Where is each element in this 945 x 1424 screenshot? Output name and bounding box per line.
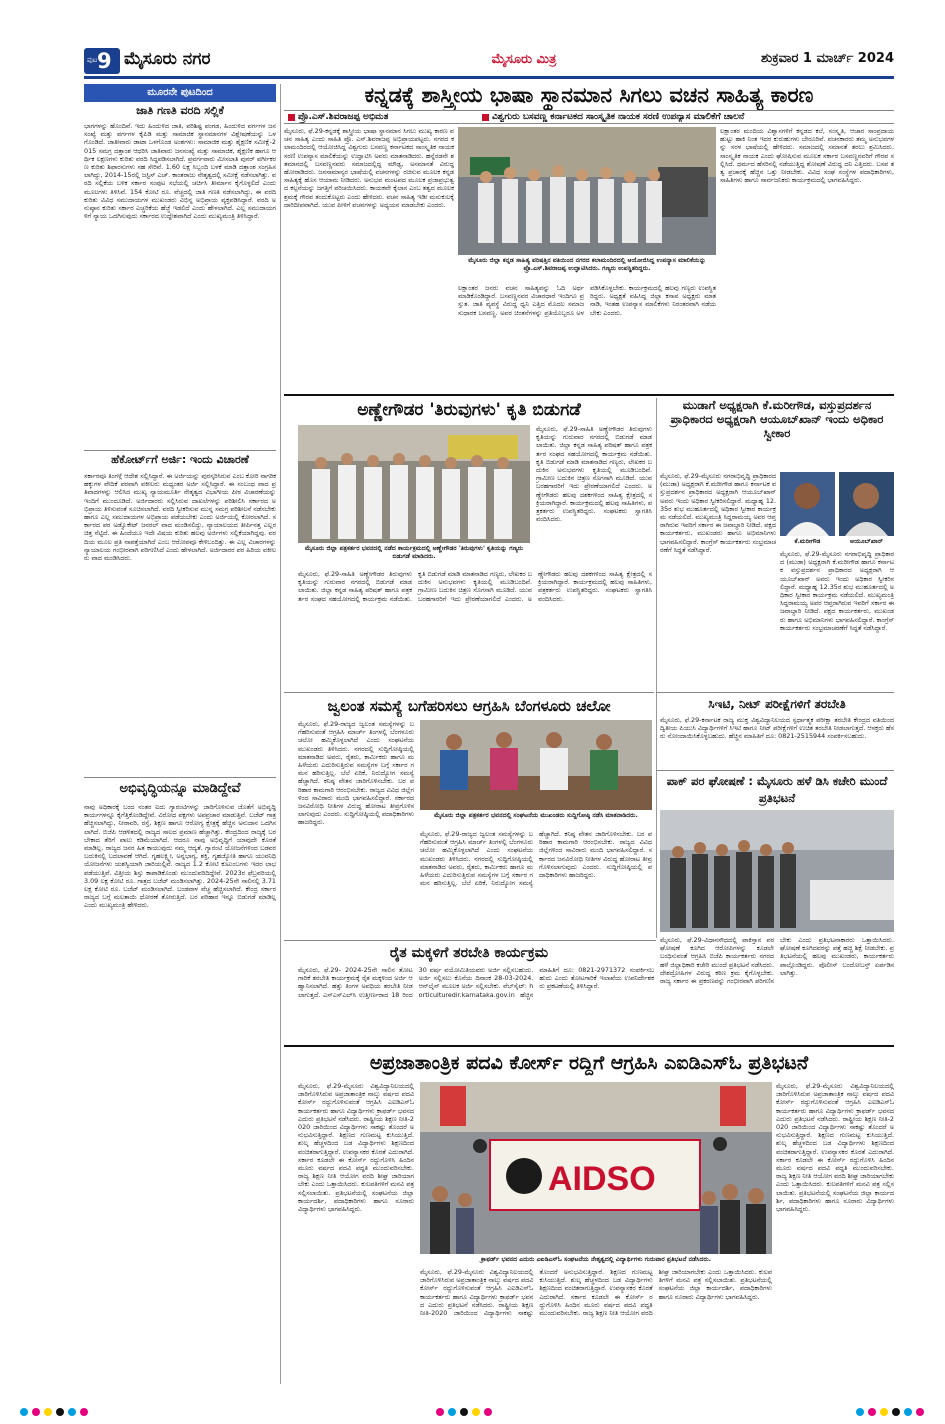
portrait-ayubkhan [839, 472, 894, 536]
muda-headline: ಮುಡಾಗೆ ಅಧ್ಯಕ್ಷರಾಗಿ ಕೆ.ಮರೀಗೌಡ, ವಸ್ತುಪ್ರದರ್ಶನ ಪ್ರಾಧಿಕಾರದ ಅಧ್ಯಕ್ಷರಾಗಿ ಆಯೂಬ್‌ಖಾನ್ ಇಂದು ಅಧಿಕಾರ ಸ್ವೀಕಾರ [670, 398, 884, 440]
burning-issue-caption: ಮೈಸೂರು ಜಿಲ್ಲಾ ಪತ್ರಕರ್ತರ ಭವನದಲ್ಲಿ ಸಂಘಟನೆಯ ಮುಖಂಡರು ಸುದ್ದಿಗೋಷ್ಠಿ ನಡೆಸಿ ಮಾತನಾಡಿದರು. [434, 812, 638, 819]
divider [284, 394, 894, 396]
portrait-ayubkhan-name: ಆಯೂಬ್‌ಖಾನ್ [849, 538, 884, 545]
cet-body: ಮೈಸೂರು, ಫೆ.29-ಕರ್ನಾಟಕ ರಾಜ್ಯ ಮುಕ್ತ ವಿಶ್ವವಿದ್ಯಾನಿಲಯದ ಸ್ಪರ್ಧಾತ್ಮಕ ಪರೀಕ್ಷಾ ತರಬೇತಿ ಕೇಂದ್ರದ ವತಿಯಿಂದ ದ್ವಿತೀಯ ಪಿಯುಸಿ ವಿದ್ಯಾರ್ಥಿಗಳಿಗೆ ಸಿಇಟಿ ಹಾಗೂ ನೀಟ್ ಪರೀಕ್ಷೆಗಳಿಗೆ ಉಚಿತ ತರಬೇತಿ ನೀಡಲಾಗುತ್ತದೆ. ಆಸಕ್ತರು ಹೆಸರು ನೋಂದಾಯಿಸಿಕೊಳ್ಳಬಹುದು. ಹೆಚ್ಚಿನ ಮಾಹಿತಿಗೆ ದೂ: 0821-2515944 ಸಂಪರ್ಕಿಸಬಹುದು. [660, 716, 894, 741]
muda-body: ಮೈಸೂರು, ಫೆ.29-ಮೈಸೂರು ನಗರಾಭಿವೃದ್ಧಿ ಪ್ರಾಧಿಕಾರದ (ಮುಡಾ) ಅಧ್ಯಕ್ಷರಾಗಿ ಕೆ.ಮರೀಗೌಡ ಹಾಗೂ ಕರ್ನಾಟಕ ವಸ್ತುಪ್ರದರ್ಶನ ಪ್ರಾಧಿಕಾರದ ಅಧ್ಯಕ್ಷರಾಗಿ ಆಯೂಬ್‌ಖಾನ್ ಅವರು ಇಂದು ಅಧಿಕಾರ ಸ್ವೀಕರಿಸಲಿದ್ದಾರೆ. ಮಧ್ಯಾಹ್ನ 12.35ರ ಶುಭ ಮುಹೂರ್ತದಲ್ಲಿ ಅಧಿಕಾರ ಸ್ವೀಕಾರ ಕಾರ್ಯಕ್ರಮ ನಡೆಯಲಿದೆ. ಮುಖ್ಯಮಂತ್ರಿ ಸಿದ್ದರಾಮಯ್ಯ ಅವರ ಆಪ್ತರಾಗಿರುವ ಇವರಿಗೆ ಸರ್ಕಾರ ಈ ಜವಾಬ್ದಾರಿ ನೀಡಿದೆ. ಪಕ್ಷದ ಕಾರ್ಯಕರ್ತರು, ಮುಖಂಡರು ಹಾಗೂ ಅಭಿಮಾನಿಗಳು ಭಾಗವಹಿಸಲಿದ್ದಾರೆ. ಕಾಂಗ್ರೆಸ್ ಕಾರ್ಯಕರ್ತರು ಸಂಭ್ರಮಾಚರಣೆಗೆ ಸಿದ್ಧತೆ ನಡೆಸಿದ್ದಾರೆ. [660, 472, 776, 554]
book-release-image [298, 425, 530, 543]
farmer-training-headline: ರೈತ ಮಕ್ಕಳಿಗೆ ತರಬೇತಿ ಕಾರ್ಯಕ್ರಮ [389, 945, 549, 961]
portrait-marigowda [780, 472, 835, 536]
burning-issue-photo [420, 720, 652, 810]
burning-issue-headline: ಜ್ವಲಂತ ಸಮಸ್ಯೆ ಬಗೆಹರಿಸಲು ಆಗ್ರಹಿಸಿ ಬೆಂಗಳೂರು ಚಲೋ [327, 697, 611, 715]
masthead-rule [84, 76, 894, 79]
aidso-body-mid: ಮೈಸೂರು, ಫೆ.29-ಮೈಸೂರು ವಿಶ್ವವಿದ್ಯಾನಿಲಯದಲ್ಲಿ ಜಾರಿಗೊಳಿಸಿರುವ ಅಪ್ರಜಾತಾಂತ್ರಿಕ ನಾಲ್ಕು ವರ್ಷದ ಪದವಿ ಕೋರ್ಸ್ ರದ್ದುಗೊಳಿಸುವಂತೆ ಆಗ್ರಹಿಸಿ ಎಐಡಿಎಸ್‌ಓ ಕಾರ್ಯಕರ್ತರು ಹಾಗೂ ವಿದ್ಯಾರ್ಥಿಗಳು ಕ್ರಾಫರ್ಡ್ ಭವನದ ಎದುರು ಪ್ರತಿಭಟನೆ ನಡೆಸಿದರು. ರಾಷ್ಟ್ರೀಯ ಶಿಕ್ಷಣ ನೀತಿ-2020 ಜಾರಿಯಿಂದ ವಿದ್ಯಾರ್ಥಿಗಳು ಸಾಕಷ್ಟು ತೊಂದರೆ ಅನುಭವಿಸುತ್ತಿದ್ದಾರೆ. ಶಿಕ್ಷಣದ ಗುಣಮಟ್ಟ ಕುಸಿಯುತ್ತಿದೆ. ಶುಲ್ಕ ಹೆಚ್ಚಳದಿಂದ ಬಡ ವಿದ್ಯಾರ್ಥಿಗಳು ಶಿಕ್ಷಣದಿಂದ ವಂಚಿತರಾಗುತ್ತಿದ್ದಾರೆ. ಉಪನ್ಯಾಸಕರ ಕೊರತೆ ಎದುರಾಗಿದೆ. ಸರ್ಕಾರ ಕೂಡಲೇ ಈ ಕೋರ್ಸ್ ರದ್ದುಗೊಳಿಸಿ ಹಿಂದಿನ ಮೂರು ವರ್ಷದ ಪದವಿ ಪದ್ಧತಿ ಮುಂದುವರಿಸಬೇಕು. ರಾಜ್ಯ ಶಿಕ್ಷಣ ನೀತಿ ಆಯೋಗ ವರದಿ ಶೀಘ್ರ ಜಾರಿಯಾಗಬೇಕು ಎಂದು ಒತ್ತಾಯಿಸಿದರು. ಕುಲಪತಿಗಳಿಗೆ ಮನವಿ ಪತ್ರ ಸಲ್ಲಿಸಲಾಯಿತು. ಪ್ರತಿಭಟನೆಯಲ್ಲಿ ಸಂಘಟನೆಯ ಜಿಲ್ಲಾ ಕಾರ್ಯದರ್ಶಿ, ಪದಾಧಿಕಾರಿಗಳು ಹಾಗೂ ನೂರಾರು ವಿದ್ಯಾರ್ಥಿಗಳು ಭಾಗವಹಿಸಿದ್ದರು. [420, 1268, 772, 1318]
pak-headline: ಪಾಕ್ ಪರ ಘೋಷಣೆ : ಮೈಸೂರು ಹಳೆ ಡಿಸಿ ಕಚೇರಿ ಮುಂದೆ ಪ್ರತಿಭಟನೆ [666, 774, 888, 805]
pak-protest-body: ಮೈಸೂರು, ಫೆ.29-ವಿಧಾನಸೌಧದಲ್ಲಿ ಪಾಕಿಸ್ತಾನ ಪರ ಘೋಷಣೆ ಕೂಗಿದ ಆರೋಪಿಗಳನ್ನು ಕೂಡಲೇ ಬಂಧಿಸುವಂತೆ ಆಗ್ರಹಿಸಿ ಬಿಜೆಪಿ ಕಾರ್ಯಕರ್ತರು ನಗರದ ಹಳೆ ಜಿಲ್ಲಾಧಿಕಾರಿ ಕಚೇರಿ ಮುಂದೆ ಪ್ರತಿಭಟನೆ ನಡೆಸಿದರು. ದೇಶದ್ರೋಹಿಗಳ ವಿರುದ್ಧ ಕಠಿಣ ಕ್ರಮ ಕೈಗೊಳ್ಳಬೇಕು. ರಾಜ್ಯ ಸರ್ಕಾರ ಈ ಪ್ರಕರಣವನ್ನು ಗಂಭೀರವಾಗಿ ಪರಿಗಣಿಸಬೇಕು ಎಂದು ಪ್ರತಿಭಟನಾಕಾರರು ಒತ್ತಾಯಿಸಿದರು. ಘೋಷಣೆ ಕೂಗಿದವರನ್ನು ಪತ್ತೆ ಹಚ್ಚಿ ಶಿಕ್ಷೆ ನೀಡಬೇಕು. ಪ್ರತಿಭಟನೆಯಲ್ಲಿ ಹಲವು ಮುಖಂಡರು, ಕಾರ್ಯಕರ್ತರು ಪಾಲ್ಗೊಂಡಿದ್ದರು. ಪೊಲೀಸ್ ಬಂದೋಬಸ್ತ್ ಏರ್ಪಡಿಸಲಾಗಿತ್ತು. [660, 936, 894, 986]
lead-headline: ಕನ್ನಡಕ್ಕೆ ಶಾಸ್ತ್ರೀಯ ಭಾಷಾ ಸ್ಥಾನಮಾನ ಸಿಗಲು ವಚನ ಸಾಹಿತ್ಯ ಕಾರಣ [364, 83, 814, 107]
kicker-bullet-icon [482, 114, 489, 121]
lead-photo-caption: ಮೈಸೂರು ಜಿಲ್ಲಾ ಕನ್ನಡ ಸಾಹಿತ್ಯ ಪರಿಷತ್ತಿನ ವತಿಯಿಂದ ನಗರದ ಕಲಾಮಂದಿರದಲ್ಲಿ ಆಯೋಜಿಸಿದ್ದ ಉಪನ್ಯಾಸ ಮಾಲಿಕೆಯನ್ನು ಪ್ರೊ.ಎಸ್.ಶಿವರಾಜಪ್ಪ ಉದ್ಘಾಟಿಸಿದರು. ಗಣ್ಯರು ಉಪಸ್ಥಿತರಿದ್ದರು. [468, 257, 706, 272]
pak-protest-photo [660, 810, 894, 932]
divider [284, 940, 656, 941]
issue-date: ಶುಕ್ರವಾರ 1 ಮಾರ್ಚ್ 2024 [760, 51, 894, 66]
burning-issue-body-left: ಮೈಸೂರು, ಫೆ.29-ರಾಜ್ಯದ ಜ್ವಲಂತ ಸಮಸ್ಯೆಗಳನ್ನು ಬಗೆಹರಿಸುವಂತೆ ಆಗ್ರಹಿಸಿ ಮಾರ್ಚ್ ತಿಂಗಳಲ್ಲಿ ಬೆಂಗಳೂರು ಚಲೋ ಹಮ್ಮಿಕೊಳ್ಳಲಾಗಿದೆ ಎಂದು ಸಂಘಟನೆಯ ಮುಖಂಡರು ತಿಳಿಸಿದರು. ನಗರದಲ್ಲಿ ಸುದ್ದಿಗೋಷ್ಠಿಯಲ್ಲಿ ಮಾತನಾಡಿದ ಅವರು, ರೈತರು, ಕಾರ್ಮಿಕರು ಹಾಗೂ ಮಹಿಳೆಯರು ಎದುರಿಸುತ್ತಿರುವ ಸಮಸ್ಯೆಗಳ ಬಗ್ಗೆ ಸರ್ಕಾರ ಗಮನ ಹರಿಸುತ್ತಿಲ್ಲ. ಬೆಲೆ ಏರಿಕೆ, ನಿರುದ್ಯೋಗ ಸಮಸ್ಯೆ ಹೆಚ್ಚಾಗಿದೆ. ಕನಿಷ್ಠ ವೇತನ ಜಾರಿಗೊಳಿಸಬೇಕು. ಬರ ಪರಿಹಾರ ಕಾಮಗಾರಿ ಆರಂಭಿಸಬೇಕು. ರಾಜ್ಯದ ವಿವಿಧ ಜಿಲ್ಲೆಗಳಿಂದ ಸಾವಿರಾರು ಮಂದಿ ಭಾಗವಹಿಸಲಿದ್ದಾರೆ. ಸರ್ಕಾರದ ಜನವಿರೋಧಿ ನೀತಿಗಳ ವಿರುದ್ಧ ಹೋರಾಟ ತೀವ್ರಗೊಳಿಸಲಾಗುವುದು ಎಂದರು. ಸುದ್ದಿಗೋಷ್ಠಿಯಲ್ಲಿ ಪದಾಧಿಕಾರಿಗಳು ಹಾಜರಿದ್ದರು. [298, 720, 414, 827]
lead-kicker-right: ವಿಶ್ವಗುರು ಬಸವಣ್ಣ ಕರ್ನಾಟಕದ ಸಾಂಸ್ಕೃತಿಕ ನಾಯಕ ಸರಣಿ ಉಪನ್ಯಾಸ ಮಾಲಿಕೆಗೆ ಚಾಲನೆ [492, 112, 745, 122]
masthead [84, 46, 894, 76]
lead-body-mid: ಲಕ್ಷಾಂತರ ಜನರು ವಚನ ಸಾಹಿತ್ಯವನ್ನು ಓದಿ ಅರ್ಥ ಮಾಡಿಕೊಂಡಿದ್ದಾರೆ. ಬಸವಣ್ಣನವರ ವಿಚಾರಧಾರೆ ಇಂದಿಗೂ ಪ್ರಸ್ತುತ. ಜಾತಿ ವ್ಯವಸ್ಥೆ ವಿರುದ್ಧ ಧ್ವನಿ ಎತ್ತಿದ ಮೊದಲ ಸಮಾಜ ಸುಧಾರಕ ಬಸವಣ್ಣ. ಅವರ ಚಿಂತನೆಗಳನ್ನು ಪ್ರತಿಯೊಬ್ಬರೂ ಅಳವಡಿಸಿಕೊಳ್ಳಬೇಕು. ಕಾರ್ಯಕ್ರಮದಲ್ಲಿ ಹಲವು ಗಣ್ಯರು ಉಪಸ್ಥಿತರಿದ್ದರು. ಅಧ್ಯಕ್ಷತೆ ವಹಿಸಿದ್ದ ಜಿಲ್ಲಾ ಕಸಾಪ ಅಧ್ಯಕ್ಷರು ಮಾತನಾಡಿ, ಇಂತಹ ಉಪನ್ಯಾಸ ಮಾಲಿಕೆಗಳು ನಿರಂತರವಾಗಿ ನಡೆಯಬೇಕು ಎಂದರು. [458, 284, 716, 317]
aidso-protest-image [420, 1082, 772, 1254]
column-rule [280, 84, 281, 1384]
aidso-headline: ಅಪ್ರಜಾತಾಂತ್ರಿಕ ಪದವಿ ಕೋರ್ಸ್ ರದ್ದಿಗೆ ಆಗ್ರಹಿಸಿ ಎಐಡಿಎಸ್‌ಓ ಪ್ರತಿಭಟನೆ [369, 1052, 809, 1074]
continued-banner: ಮೂರನೇ ಪುಟದಿಂದ [84, 84, 276, 102]
lead-body-right: ಲಕ್ಷಾಂತರ ಮಂದಿಯ ವಿಶ್ವಾಸಗಳಿಗೆ ಕನ್ನಡದ ಕಲೆ, ಸಂಸ್ಕೃತಿ, ಆಚಾರ ಸಾಂಪ್ರದಾಯ ಹುಟ್ಟು ಹಾಕಿ ನಿಂತ ಇದರ ಕುರುಹುಗಳು ಬೇರೂರಿವೆ. ವಚನಕಾರರು ತಮ್ಮ ಅನುಭವಗಳನ್ನು ಸರಳ ಭಾಷೆಯಲ್ಲಿ ಹೇಳಿದರು. ಸಮಾಜದಲ್ಲಿ ಸಮಾನತೆ ತರಲು ಶ್ರಮಿಸಿದರು. ಸಾಂಸ್ಕೃತಿಕ ನಾಯಕ ಎಂದು ಘೋಷಿಸುವ ಮೂಲಕ ಸರ್ಕಾರ ಬಸವಣ್ಣನವರಿಗೆ ಗೌರವ ಸಲ್ಲಿಸಿದೆ. ಧರ್ಮದ ಹೆಸರಿನಲ್ಲಿ ನಡೆಯುತ್ತಿದ್ದ ಶೋಷಣೆ ವಿರುದ್ಧ ದನಿ ಎತ್ತಿದರು. ಬಸವ ತತ್ವ ಪ್ರಚಾರಕ್ಕೆ ಹೆಚ್ಚಿನ ಒತ್ತು ನೀಡಬೇಕು. ವಿವಿಧ ಸಂಘ ಸಂಸ್ಥೆಗಳ ಪದಾಧಿಕಾರಿಗಳು, ಸಾಹಿತಿಗಳು ಹಾಗೂ ಸಾರ್ವಜನಿಕರು ಕಾರ್ಯಕ್ರಮದಲ್ಲಿ ಭಾಗವಹಿಸಿದ್ದರು. [720, 127, 894, 185]
development-body: ನಾವು ಅಧಿಕಾರಕ್ಕೆ ಬಂದ ನಂತರ ಐದು ಗ್ಯಾರಂಟಿಗಳನ್ನು ಜಾರಿಗೊಳಿಸುವ ಜೊತೆಗೆ ಅಭಿವೃದ್ಧಿ ಕಾರ್ಯಗಳನ್ನೂ ಕೈಗೆತ್ತಿಕೊಂಡಿದ್ದೇವೆ. ವಿರೋಧ ಪಕ್ಷಗಳು ಅಪಪ್ರಚಾರ ಮಾಡುತ್ತಿವೆ. ಬಜೆಟ್ ಗಾತ್ರ ಹೆಚ್ಚಿಸಲಾಗಿದ್ದು, ನೀರಾವರಿ, ರಸ್ತೆ, ಶಿಕ್ಷಣ ಹಾಗೂ ಆರೋಗ್ಯ ಕ್ಷೇತ್ರಕ್ಕೆ ಹೆಚ್ಚಿನ ಅನುದಾನ ಒದಗಿಸಲಾಗಿದೆ. ಬಿಜೆಪಿ ಆಡಳಿತದಲ್ಲಿ ರಾಜ್ಯದ ಸಾಲದ ಪ್ರಮಾಣ ಹೆಚ್ಚಾಗಿತ್ತು. ಕೇಂದ್ರದಿಂದ ರಾಜ್ಯಕ್ಕೆ ಬರಬೇಕಾದ ತೆರಿಗೆ ಪಾಲು ಕಡಿಮೆಯಾಗಿದೆ. ಆದರೂ ನಾವು ಅಭಿವೃದ್ಧಿಗೆ ಯಾವುದೇ ಕೊರತೆ ಮಾಡಿಲ್ಲ. ರಾಜ್ಯದ ಜನರ ಹಿತ ಕಾಯುವುದು ನಮ್ಮ ಆದ್ಯತೆ. ಗ್ಯಾರಂಟಿ ಯೋಜನೆಗಳಿಂದ ಬಡವರ ಬದುಕಿನಲ್ಲಿ ಬದಲಾವಣೆ ಆಗಿದೆ. ಗೃಹಲಕ್ಷ್ಮೀ, ಅನ್ನಭಾಗ್ಯ, ಶಕ್ತಿ, ಗೃಹಜ್ಯೋತಿ ಹಾಗೂ ಯುವನಿಧಿ ಯೋಜನೆಗಳು ಯಶಸ್ವಿಯಾಗಿ ಜಾರಿಯಲ್ಲಿವೆ. ರಾಜ್ಯದ 1.2 ಕೋಟಿ ಕುಟುಂಬಗಳು ಇದರ ಲಾಭ ಪಡೆಯುತ್ತಿವೆ. ವಿತ್ತೀಯ ಶಿಸ್ತು ಕಾಪಾಡಿಕೊಂಡು ಮುಂದುವರಿದಿದ್ದೇವೆ. 2023ರ ಫೆಬ್ರವರಿಯಲ್ಲಿ 3.09 ಲಕ್ಷ ಕೋಟಿ ರೂ. ಗಾತ್ರದ ಬಜೆಟ್ ಮಂಡಿಸಲಾಗಿತ್ತು. 2024-25ನೇ ಸಾಲಿನಲ್ಲಿ 3.71 ಲಕ್ಷ ಕೋಟಿ ರೂ. ಬಜೆಟ್ ಮಂಡಿಸಲಾಗಿದೆ. ಬಂಡವಾಳ ವೆಚ್ಚ ಹೆಚ್ಚಿಸಲಾಗಿದೆ. ಕೇಂದ್ರ ಸರ್ಕಾರ ರಾಜ್ಯದ ಬಗ್ಗೆ ಮಲತಾಯಿ ಧೋರಣೆ ತೋರುತ್ತಿದೆ. ಬರ ಪರಿಹಾರ ಇನ್ನೂ ಬಿಡುಗಡೆ ಮಾಡಿಲ್ಲ ಎಂದು ಮುಖ್ಯಮಂತ್ರಿ ಹೇಳಿದರು. [84, 803, 276, 910]
burning-issue-image [420, 720, 652, 810]
book-release-headline: ಅಣ್ಣೇಗೌಡರ 'ತಿರುವುಗಳು' ಕೃತಿ ಬಿಡುಗಡೆ [357, 400, 581, 420]
portrait-marigowda-image [780, 472, 835, 536]
aidso-photo-caption: ಕ್ರಾಫರ್ಡ್ ಭವನದ ಎದುರು ಎಐಡಿಎಸ್‌ಓ ಸಂಘಟನೆಯ ನೇತೃತ್ವದಲ್ಲಿ ವಿದ್ಯಾರ್ಥಿಗಳು ಗುರುವಾರ ಪ್ರತಿಭಟನೆ ನಡೆಸಿದರು. [480, 1256, 712, 1263]
cet-headline: ಸಿಇಟಿ, ನೀಟ್ ಪರೀಕ್ಷೆಗಳಿಗೆ ತರಬೇತಿ [708, 697, 846, 711]
column-rule [656, 398, 657, 938]
aidso-protest-photo [420, 1082, 772, 1254]
aidso-body-right: ಮೈಸೂರು, ಫೆ.29-ಮೈಸೂರು ವಿಶ್ವವಿದ್ಯಾನಿಲಯದಲ್ಲಿ ಜಾರಿಗೊಳಿಸಿರುವ ಅಪ್ರಜಾತಾಂತ್ರಿಕ ನಾಲ್ಕು ವರ್ಷದ ಪದವಿ ಕೋರ್ಸ್ ರದ್ದುಗೊಳಿಸುವಂತೆ ಆಗ್ರಹಿಸಿ ಎಐಡಿಎಸ್‌ಓ ಕಾರ್ಯಕರ್ತರು ಹಾಗೂ ವಿದ್ಯಾರ್ಥಿಗಳು ಕ್ರಾಫರ್ಡ್ ಭವನದ ಎದುರು ಪ್ರತಿಭಟನೆ ನಡೆಸಿದರು. ರಾಷ್ಟ್ರೀಯ ಶಿಕ್ಷಣ ನೀತಿ-2020 ಜಾರಿಯಿಂದ ವಿದ್ಯಾರ್ಥಿಗಳು ಸಾಕಷ್ಟು ತೊಂದರೆ ಅನುಭವಿಸುತ್ತಿದ್ದಾರೆ. ಶಿಕ್ಷಣದ ಗುಣಮಟ್ಟ ಕುಸಿಯುತ್ತಿದೆ. ಶುಲ್ಕ ಹೆಚ್ಚಳದಿಂದ ಬಡ ವಿದ್ಯಾರ್ಥಿಗಳು ಶಿಕ್ಷಣದಿಂದ ವಂಚಿತರಾಗುತ್ತಿದ್ದಾರೆ. ಉಪನ್ಯಾಸಕರ ಕೊರತೆ ಎದುರಾಗಿದೆ. ಸರ್ಕಾರ ಕೂಡಲೇ ಈ ಕೋರ್ಸ್ ರದ್ದುಗೊಳಿಸಿ ಹಿಂದಿನ ಮೂರು ವರ್ಷದ ಪದವಿ ಪದ್ಧತಿ ಮುಂದುವರಿಸಬೇಕು. ರಾಜ್ಯ ಶಿಕ್ಷಣ ನೀತಿ ಆಯೋಗ ವರದಿ ಶೀಘ್ರ ಜಾರಿಯಾಗಬೇಕು ಎಂದು ಒತ್ತಾಯಿಸಿದರು. ಕುಲಪತಿಗಳಿಗೆ ಮನವಿ ಪತ್ರ ಸಲ್ಲಿಸಲಾಯಿತು. ಪ್ರತಿಭಟನೆಯಲ್ಲಿ ಸಂಘಟನೆಯ ಜಿಲ್ಲಾ ಕಾರ್ಯದರ್ಶಿ, ಪದಾಧಿಕಾರಿಗಳು ಹಾಗೂ ನೂರಾರು ವಿದ್ಯಾರ್ಥಿಗಳು ಭಾಗವಹಿಸಿದ್ದರು. [776, 1082, 894, 1214]
divider [284, 692, 654, 693]
lead-body-left: ಮೈಸೂರು, ಫೆ.29-ಕನ್ನಡಕ್ಕೆ ಶಾಸ್ತ್ರೀಯ ಭಾಷಾ ಸ್ಥಾನಮಾನ ಸಿಗಲು ಮುಖ್ಯ ಕಾರಣ ವಚನ ಸಾಹಿತ್ಯ ಎಂದು ಸಾಹಿತಿ ಪ್ರೊ. ಎಸ್.ಶಿವರಾಜಪ್ಪ ಅಭಿಪ್ರಾಯಪಟ್ಟರು. ನಗರದ ಕಲಾಮಂದಿರದಲ್ಲಿ ಆಯೋಜಿಸಿದ್ದ ವಿಶ್ವಗುರು ಬಸವಣ್ಣ ಕರ್ನಾಟಕದ ಸಾಂಸ್ಕೃತಿಕ ನಾಯಕ ಸರಣಿ ಉಪನ್ಯಾಸ ಮಾಲಿಕೆಯನ್ನು ಉದ್ಘಾಟಿಸಿ ಅವರು ಮಾತನಾಡಿದರು. ಹನ್ನೆರಡನೇ ಶತಮಾನದಲ್ಲಿ ಬಸವಣ್ಣನವರು ಸಮಾಜದಲ್ಲಿದ್ದ ಮೌಢ್ಯ, ಅಸಮಾನತೆ ವಿರುದ್ಧ ಹೋರಾಡಿದರು. ಜನಸಾಮಾನ್ಯರ ಭಾಷೆಯಲ್ಲಿ ವಚನಗಳನ್ನು ರಚಿಸುವ ಮೂಲಕ ಕನ್ನಡ ಸಾಹಿತ್ಯಕ್ಕೆ ಹೊಸ ಆಯಾಮ ನೀಡಿದರು. ಅನುಭವ ಮಂಟಪದ ಮೂಲಕ ಪ್ರಜಾಪ್ರಭುತ್ವದ ಕಲ್ಪನೆಯನ್ನು ಜಗತ್ತಿಗೆ ಪರಿಚಯಿಸಿದರು. ಕಾಯಕವೇ ಕೈಲಾಸ ಎಂಬ ತತ್ವದ ಮೂಲಕ ಶ್ರಮಕ್ಕೆ ಗೌರವ ತಂದುಕೊಟ್ಟರು ಎಂದು ಹೇಳಿದರು. ವಚನ ಸಾಹಿತ್ಯ ಇಡೀ ಮನುಕುಲಕ್ಕೆ ದಾರಿದೀಪವಾಗಿದೆ. ಯುವ ಪೀಳಿಗೆ ವಚನಗಳನ್ನು ಅಧ್ಯಯನ ಮಾಡಬೇಕು ಎಂದರು. [284, 127, 454, 209]
divider [284, 1045, 894, 1047]
divider [656, 692, 894, 693]
portrait-marigowda-name: ಕೆ.ಮರೀಗೌಡ [794, 538, 821, 545]
caste-census-body: ಭಾಗಗಳನ್ನು ಹೊಂದಿವೆ. ಇದು ಹಿಂದುಳಿದ ಜಾತಿ, ಪರಿಶಿಷ್ಟ ಪಂಗಡ, ಹಿಂದುಳಿದ ವರ್ಗಗಳ ಜನಸಂಖ್ಯೆ ಮತ್ತು ವರ್ಗಗಳ ಕೈಪಿಡಿ ಮತ್ತು ಸಾಮಾಜಿಕ ಸ್ಥಾನಮಾನಗಳ ವಿಶ್ಲೇಷಣೆಯನ್ನು ಒಳಗೊಂಡಿದೆ. ಜಾತೀವಾರು ಡಾಟಾ ಒಳಗೊಂಡ ಅಂಶಗಳು: ಸಾಮಾಜಿಕ ಮತ್ತು ಶೈಕ್ಷಣಿಕ ಸಮೀಕ್ಷೆ-2015 ಸಮಗ್ರ ದತ್ತಾಂಶ ಆಧರಿಸಿ ಜಾತಿವಾರು ಜನಸಂಖ್ಯೆ ಮತ್ತು ಸಾಮಾಜಿಕ, ಶೈಕ್ಷಣಿಕ ಹಾಗೂ ಆರ್ಥಿಕ ಲಕ್ಷಣಗಳು ಕುರಿತು ವರದಿ ಸಿದ್ಧಪಡಿಸಲಾಗಿದೆ. ಪ್ರವರ್ಗವಾರು ಮೀಸಲಾತಿ ಪುನರ್ ವರ್ಗೀಕರಣ ಕುರಿತು ಶಿಫಾರಸುಗಳು ಸಹ ಸೇರಿವೆ. 1.60 ಲಕ್ಷ ಸಿಬ್ಬಂದಿ ಬಳಕೆ ಮಾಡಿ ದತ್ತಾಂಶ ಸಂಗ್ರಹಿಸಲಾಗಿದ್ದು, 2014-15ರಲ್ಲಿ ಜಸ್ಟಿಸ್ ಎಚ್. ಕಾಂತರಾಜು ನೇತೃತ್ವದಲ್ಲಿ ಸಮೀಕ್ಷೆ ನಡೆಸಲಾಗಿತ್ತು. ವರದಿ ಸಲ್ಲಿಕೆಯ ಬಳಿಕ ಸರ್ಕಾರ ಸಂಪುಟ ಸಭೆಯಲ್ಲಿ ಚರ್ಚಿಸಿ ತೀರ್ಮಾನ ಕೈಗೊಳ್ಳಲಿದೆ ಎಂದು ಮೂಲಗಳು ತಿಳಿಸಿವೆ. 154 ಕೋಟಿ ರೂ. ವೆಚ್ಚದಲ್ಲಿ ಜಾತಿ ಗಣತಿ ನಡೆಸಲಾಗಿದ್ದು, ಈ ವರದಿ ಕುರಿತು ವಿವಿಧ ಸಮುದಾಯಗಳ ಮುಖಂಡರು ವಿಭಿನ್ನ ಅಭಿಪ್ರಾಯ ವ್ಯಕ್ತಪಡಿಸಿದ್ದಾರೆ. ವರದಿ ಅನುಷ್ಠಾನ ಕುರಿತು ಸರ್ಕಾರ ಎಚ್ಚರಿಕೆಯ ಹೆಜ್ಜೆ ಇಡಲಿದೆ ಎಂದು ಹೇಳಲಾಗಿದೆ. ಎಲ್ಲ ಸಮುದಾಯಗಳಿಗೆ ನ್ಯಾಯ ಒದಗಿಸುವುದು ಸರ್ಕಾರದ ಉದ್ದೇಶವಾಗಿದೆ ಎಂದು ಮುಖ್ಯಮಂತ್ರಿ ತಿಳಿಸಿದ್ದಾರೆ. [84, 122, 276, 221]
pak-protest-image [660, 810, 894, 932]
page-number-badge [84, 48, 120, 74]
portrait-ayubkhan-image [839, 472, 894, 536]
lead-photo [458, 127, 716, 255]
book-release-photo [298, 425, 530, 543]
page-label: ಪುಟ [87, 56, 98, 64]
farmer-training-body: ಮೈಸೂರು, ಫೆ.29- 2024-25ನೇ ಸಾಲಿನ ತೋಟಗಾರಿಕೆ ತರಬೇತಿ ಕಾರ್ಯಕ್ರಮಕ್ಕೆ ರೈತ ಮಕ್ಕಳಿಂದ ಅರ್ಜಿ ಆಹ್ವಾನಿಸಲಾಗಿದೆ. ಹತ್ತು ತಿಂಗಳ ಅವಧಿಯ ತರಬೇತಿ ನೀಡಲಾಗುತ್ತದೆ. ಎಸ್‌ಎಸ್‌ಎಲ್‌ಸಿ ಉತ್ತೀರ್ಣರಾದ 18 ರಿಂದ 30 ವರ್ಷ ವಯೋಮಿತಿಯವರು ಅರ್ಜಿ ಸಲ್ಲಿಸಬಹುದು. ಅರ್ಜಿ ಸಲ್ಲಿಸಲು ಕೊನೆಯ ದಿನಾಂಕ 28-03-2024. ಆನ್‌ಲೈನ್ ಮೂಲಕ ಅರ್ಜಿ ಸಲ್ಲಿಸಬೇಕು. ವೆಬ್‌ಸೈಟ್: horticulturedir.karnataka.gov.in ಹೆಚ್ಚಿನ ಮಾಹಿತಿಗೆ ದೂ: 0821-2971372 ಸಂಪರ್ಕಿಸಬಹುದು ಎಂದು ತೋಟಗಾರಿಕೆ ಇಲಾಖೆಯ ಉಪನಿರ್ದೇಶಕರು ಪ್ರಕಟಣೆಯಲ್ಲಿ ತಿಳಿಸಿದ್ದಾರೆ. [298, 966, 654, 999]
highcourt-headline: ಹೆಕೋರ್ಟ್‌ಗೆ ಅರ್ಜಿ: ಇಂದು ವಿಚಾರಣೆ [111, 453, 249, 466]
paper-name: ಮೈಸೂರು ಮಿತ್ರ [491, 52, 557, 67]
book-release-caption: ಮೈಸೂರು ಜಿಲ್ಲಾ ಪತ್ರಕರ್ತರ ಭವನದಲ್ಲಿ ನಡೆದ ಕಾರ್ಯಕ್ರಮದಲ್ಲಿ ಅಣ್ಣೇಗೌಡರ 'ತಿರುವುಗಳು' ಕೃತಿಯನ್ನು ಗಣ್ಯರು ಬಿಡುಗಡೆ ಮಾಡಿದರು. [304, 545, 524, 560]
lead-kicker-left: ಪ್ರೊ.ಎಸ್.ಶಿವರಾಜಪ್ಪ ಅಭಿಮತ [298, 112, 389, 122]
section-title: ಮೈಸೂರು ನಗರ [124, 49, 211, 69]
muda-body-right: ಮೈಸೂರು, ಫೆ.29-ಮೈಸೂರು ನಗರಾಭಿವೃದ್ಧಿ ಪ್ರಾಧಿಕಾರದ (ಮುಡಾ) ಅಧ್ಯಕ್ಷರಾಗಿ ಕೆ.ಮರೀಗೌಡ ಹಾಗೂ ಕರ್ನಾಟಕ ವಸ್ತುಪ್ರದರ್ಶನ ಪ್ರಾಧಿಕಾರದ ಅಧ್ಯಕ್ಷರಾಗಿ ಆಯೂಬ್‌ಖಾನ್ ಅವರು ಇಂದು ಅಧಿಕಾರ ಸ್ವೀಕರಿಸಲಿದ್ದಾರೆ. ಮಧ್ಯಾಹ್ನ 12.35ರ ಶುಭ ಮುಹೂರ್ತದಲ್ಲಿ ಅಧಿಕಾರ ಸ್ವೀಕಾರ ಕಾರ್ಯಕ್ರಮ ನಡೆಯಲಿದೆ. ಮುಖ್ಯಮಂತ್ರಿ ಸಿದ್ದರಾಮಯ್ಯ ಅವರ ಆಪ್ತರಾಗಿರುವ ಇವರಿಗೆ ಸರ್ಕಾರ ಈ ಜವಾಬ್ದಾರಿ ನೀಡಿದೆ. ಪಕ್ಷದ ಕಾರ್ಯಕರ್ತರು, ಮುಖಂಡರು ಹಾಗೂ ಅಭಿಮಾನಿಗಳು ಭಾಗವಹಿಸಲಿದ್ದಾರೆ. ಕಾಂಗ್ರೆಸ್ ಕಾರ್ಯಕರ್ತರು ಸಂಭ್ರಮಾಚರಣೆಗೆ ಸಿದ್ಧತೆ ನಡೆಸಿದ್ದಾರೆ. [780, 550, 894, 632]
divider [84, 450, 276, 451]
aidso-body-left: ಮೈಸೂರು, ಫೆ.29-ಮೈಸೂರು ವಿಶ್ವವಿದ್ಯಾನಿಲಯದಲ್ಲಿ ಜಾರಿಗೊಳಿಸಿರುವ ಅಪ್ರಜಾತಾಂತ್ರಿಕ ನಾಲ್ಕು ವರ್ಷದ ಪದವಿ ಕೋರ್ಸ್ ರದ್ದುಗೊಳಿಸುವಂತೆ ಆಗ್ರಹಿಸಿ ಎಐಡಿಎಸ್‌ಓ ಕಾರ್ಯಕರ್ತರು ಹಾಗೂ ವಿದ್ಯಾರ್ಥಿಗಳು ಕ್ರಾಫರ್ಡ್ ಭವನದ ಎದುರು ಪ್ರತಿಭಟನೆ ನಡೆಸಿದರು. ರಾಷ್ಟ್ರೀಯ ಶಿಕ್ಷಣ ನೀತಿ-2020 ಜಾರಿಯಿಂದ ವಿದ್ಯಾರ್ಥಿಗಳು ಸಾಕಷ್ಟು ತೊಂದರೆ ಅನುಭವಿಸುತ್ತಿದ್ದಾರೆ. ಶಿಕ್ಷಣದ ಗುಣಮಟ್ಟ ಕುಸಿಯುತ್ತಿದೆ. ಶುಲ್ಕ ಹೆಚ್ಚಳದಿಂದ ಬಡ ವಿದ್ಯಾರ್ಥಿಗಳು ಶಿಕ್ಷಣದಿಂದ ವಂಚಿತರಾಗುತ್ತಿದ್ದಾರೆ. ಉಪನ್ಯಾಸಕರ ಕೊರತೆ ಎದುರಾಗಿದೆ. ಸರ್ಕಾರ ಕೂಡಲೇ ಈ ಕೋರ್ಸ್ ರದ್ದುಗೊಳಿಸಿ ಹಿಂದಿನ ಮೂರು ವರ್ಷದ ಪದವಿ ಪದ್ಧತಿ ಮುಂದುವರಿಸಬೇಕು. ರಾಜ್ಯ ಶಿಕ್ಷಣ ನೀತಿ ಆಯೋಗ ವರದಿ ಶೀಘ್ರ ಜಾರಿಯಾಗಬೇಕು ಎಂದು ಒತ್ತಾಯಿಸಿದರು. ಕುಲಪತಿಗಳಿಗೆ ಮನವಿ ಪತ್ರ ಸಲ್ಲಿಸಲಾಯಿತು. ಪ್ರತಿಭಟನೆಯಲ್ಲಿ ಸಂಘಟನೆಯ ಜಿಲ್ಲಾ ಕಾರ್ಯದರ್ಶಿ, ಪದಾಧಿಕಾರಿಗಳು ಹಾಗೂ ನೂರಾರು ವಿದ್ಯಾರ್ಥಿಗಳು ಭಾಗವಹಿಸಿದ್ದರು. [298, 1082, 414, 1214]
divider [84, 777, 276, 778]
divider [656, 770, 894, 771]
page-number: 9 [97, 49, 112, 73]
lead-photo-image [458, 127, 716, 255]
aidso-banner-text: AIDSO [548, 1160, 656, 1198]
lead-kicker-bar [284, 110, 894, 124]
book-release-body-lower: ಮೈಸೂರು, ಫೆ.29-ಸಾಹಿತಿ ಅಣ್ಣೇಗೌಡರ ತಿರುವುಗಳು ಕೃತಿಯನ್ನು ಗುರುವಾರ ನಗರದಲ್ಲಿ ಬಿಡುಗಡೆ ಮಾಡಲಾಯಿತು. ಜಿಲ್ಲಾ ಕನ್ನಡ ಸಾಹಿತ್ಯ ಪರಿಷತ್ ಹಾಗೂ ಪತ್ರಕರ್ತರ ಸಂಘದ ಸಹಯೋಗದಲ್ಲಿ ಕಾರ್ಯಕ್ರಮ ನಡೆಯಿತು. ಕೃತಿ ಬಿಡುಗಡೆ ಮಾಡಿ ಮಾತನಾಡಿದ ಗಣ್ಯರು, ಲೇಖಕರ ಬದುಕಿನ ಅನುಭವಗಳು ಕೃತಿಯಲ್ಲಿ ಮೂಡಿಬಂದಿವೆ. ಗ್ರಾಮೀಣ ಬದುಕಿನ ಚಿತ್ರಣ ಸೊಗಸಾಗಿ ಮೂಡಿದೆ. ಯುವ ಬರಹಗಾರರಿಗೆ ಇದು ಪ್ರೇರಣೆಯಾಗಲಿದೆ ಎಂದರು. ಅಣ್ಣೇಗೌಡರು ಹಲವು ದಶಕಗಳಿಂದ ಸಾಹಿತ್ಯ ಕ್ಷೇತ್ರದಲ್ಲಿ ಸಕ್ರಿಯರಾಗಿದ್ದಾರೆ. ಕಾರ್ಯಕ್ರಮದಲ್ಲಿ ಹಲವು ಸಾಹಿತಿಗಳು, ಪತ್ರಕರ್ತರು ಉಪಸ್ಥಿತರಿದ್ದರು. ಸಂಘಟಕರು ಸ್ವಾಗತಿಸಿ ವಂದಿಸಿದರು. [298, 570, 652, 603]
book-release-body: ಮೈಸೂರು, ಫೆ.29-ಸಾಹಿತಿ ಅಣ್ಣೇಗೌಡರ ತಿರುವುಗಳು ಕೃತಿಯನ್ನು ಗುರುವಾರ ನಗರದಲ್ಲಿ ಬಿಡುಗಡೆ ಮಾಡಲಾಯಿತು. ಜಿಲ್ಲಾ ಕನ್ನಡ ಸಾಹಿತ್ಯ ಪರಿಷತ್ ಹಾಗೂ ಪತ್ರಕರ್ತರ ಸಂಘದ ಸಹಯೋಗದಲ್ಲಿ ಕಾರ್ಯಕ್ರಮ ನಡೆಯಿತು. ಕೃತಿ ಬಿಡುಗಡೆ ಮಾಡಿ ಮಾತನಾಡಿದ ಗಣ್ಯರು, ಲೇಖಕರ ಬದುಕಿನ ಅನುಭವಗಳು ಕೃತಿಯಲ್ಲಿ ಮೂಡಿಬಂದಿವೆ. ಗ್ರಾಮೀಣ ಬದುಕಿನ ಚಿತ್ರಣ ಸೊಗಸಾಗಿ ಮೂಡಿದೆ. ಯುವ ಬರಹಗಾರರಿಗೆ ಇದು ಪ್ರೇರಣೆಯಾಗಲಿದೆ ಎಂದರು. ಅಣ್ಣೇಗೌಡರು ಹಲವು ದಶಕಗಳಿಂದ ಸಾಹಿತ್ಯ ಕ್ಷೇತ್ರದಲ್ಲಿ ಸಕ್ರಿಯರಾಗಿದ್ದಾರೆ. ಕಾರ್ಯಕ್ರಮದಲ್ಲಿ ಹಲವು ಸಾಹಿತಿಗಳು, ಪತ್ರಕರ್ತರು ಉಪಸ್ಥಿತರಿದ್ದರು. ಸಂಘಟಕರು ಸ್ವಾಗತಿಸಿ ವಂದಿಸಿದರು. [536, 425, 652, 524]
kicker-bullet-icon [288, 114, 295, 121]
caste-census-headline: ಜಾತಿ ಗಣತಿ ವರದಿ ಸಲ್ಲಿಕೆ [136, 104, 224, 117]
development-headline: ಅಭಿವೃದ್ಧಿಯನ್ನೂ ಮಾಡಿದ್ದೇವೆ [119, 781, 241, 796]
highcourt-body: ಸರ್ಕಾರವೂ ತಿಂಗಳ್ಗೆ ಆದೇಶ ಸಲ್ಲಿಸಿದ್ದಾರೆ. ಈ ಅರ್ಜಿಯನ್ನು ಪುರಸ್ಕರಿಸಿರುವ ಎಂಬ ಕೋರಿ ನಾಗರಿಕ ಹಕ್ಕುಗಳ ವೇದಿಕೆ ಪರವಾಗಿ ವಕೀಲರು ಮಧ್ಯಂತರ ಅರ್ಜಿ ಸಲ್ಲಿಸಿದ್ದಾರೆ. ಈ ಸಂಬಂಧ ವಾದ ಪ್ರತಿವಾದಗಳನ್ನು ಆಲಿಸಿದ ಮುಖ್ಯ ನ್ಯಾಯಮೂರ್ತಿ ನೇತೃತ್ವದ ವಿಭಾಗೀಯ ಪೀಠ ವಿಚಾರಣೆಯನ್ನು ಇಂದಿಗೆ ಮುಂದೂಡಿದೆ. ಅರ್ಜಿದಾರರು ಸಲ್ಲಿಸಿರುವ ದಾಖಲೆಗಳನ್ನು ಪರಿಶೀಲಿಸಿ ಸರ್ಕಾರದ ಅಭಿಪ್ರಾಯ ತಿಳಿಸುವಂತೆ ಸೂಚಿಸಲಾಗಿದೆ. ವರದಿ ಸ್ವೀಕರಿಸುವ ಮುನ್ನ ಸಮಗ್ರ ಪರಿಶೀಲನೆ ನಡೆಸಬೇಕು ಹಾಗೂ ಎಲ್ಲ ಸಮುದಾಯಗಳ ಅಭಿಪ್ರಾಯ ಪಡೆಯಬೇಕು ಎಂದು ಅರ್ಜಿಯಲ್ಲಿ ಕೋರಲಾಗಿದೆ. ಸರ್ಕಾರದ ಪರ ಅಡ್ವೊಕೇಟ್ ಜನರಲ್ ವಾದ ಮಂಡಿಸಲಿದ್ದು, ನ್ಯಾಯಾಲಯದ ತೀರ್ಪಿನತ್ತ ಎಲ್ಲರ ಚಿತ್ತ ನೆಟ್ಟಿದೆ. ಈ ಹಿಂದೆಯೂ ಇದೇ ವಿಷಯ ಕುರಿತು ಹಲವು ಅರ್ಜಿಗಳು ಸಲ್ಲಿಕೆಯಾಗಿದ್ದವು. ವರದಿಯ ಮೂಲ ಪ್ರತಿ ನಾಪತ್ತೆಯಾಗಿದೆ ಎಂಬ ಆರೋಪವೂ ಕೇಳಿಬಂದಿತ್ತು. ಈ ಎಲ್ಲ ವಿಚಾರಗಳನ್ನು ನ್ಯಾಯಾಲಯ ಗಂಭೀರವಾಗಿ ಪರಿಗಣಿಸಿದೆ ಎಂದು ಹೇಳಲಾಗಿದೆ. ಅರ್ಜಿದಾರರ ಪರ ಹಿರಿಯ ವಕೀಲರು ವಾದ ಮಂಡಿಸಿದರು. [84, 472, 276, 563]
burning-issue-body-right: ಮೈಸೂರು, ಫೆ.29-ರಾಜ್ಯದ ಜ್ವಲಂತ ಸಮಸ್ಯೆಗಳನ್ನು ಬಗೆಹರಿಸುವಂತೆ ಆಗ್ರಹಿಸಿ ಮಾರ್ಚ್ ತಿಂಗಳಲ್ಲಿ ಬೆಂಗಳೂರು ಚಲೋ ಹಮ್ಮಿಕೊಳ್ಳಲಾಗಿದೆ ಎಂದು ಸಂಘಟನೆಯ ಮುಖಂಡರು ತಿಳಿಸಿದರು. ನಗರದಲ್ಲಿ ಸುದ್ದಿಗೋಷ್ಠಿಯಲ್ಲಿ ಮಾತನಾಡಿದ ಅವರು, ರೈತರು, ಕಾರ್ಮಿಕರು ಹಾಗೂ ಮಹಿಳೆಯರು ಎದುರಿಸುತ್ತಿರುವ ಸಮಸ್ಯೆಗಳ ಬಗ್ಗೆ ಸರ್ಕಾರ ಗಮನ ಹರಿಸುತ್ತಿಲ್ಲ. ಬೆಲೆ ಏರಿಕೆ, ನಿರುದ್ಯೋಗ ಸಮಸ್ಯೆ ಹೆಚ್ಚಾಗಿದೆ. ಕನಿಷ್ಠ ವೇತನ ಜಾರಿಗೊಳಿಸಬೇಕು. ಬರ ಪರಿಹಾರ ಕಾಮಗಾರಿ ಆರಂಭಿಸಬೇಕು. ರಾಜ್ಯದ ವಿವಿಧ ಜಿಲ್ಲೆಗಳಿಂದ ಸಾವಿರಾರು ಮಂದಿ ಭಾಗವಹಿಸಲಿದ್ದಾರೆ. ಸರ್ಕಾರದ ಜನವಿರೋಧಿ ನೀತಿಗಳ ವಿರುದ್ಧ ಹೋರಾಟ ತೀವ್ರಗೊಳಿಸಲಾಗುವುದು ಎಂದರು. ಸುದ್ದಿಗೋಷ್ಠಿಯಲ್ಲಿ ಪದಾಧಿಕಾರಿಗಳು ಹಾಜರಿದ್ದರು. [420, 830, 652, 888]
